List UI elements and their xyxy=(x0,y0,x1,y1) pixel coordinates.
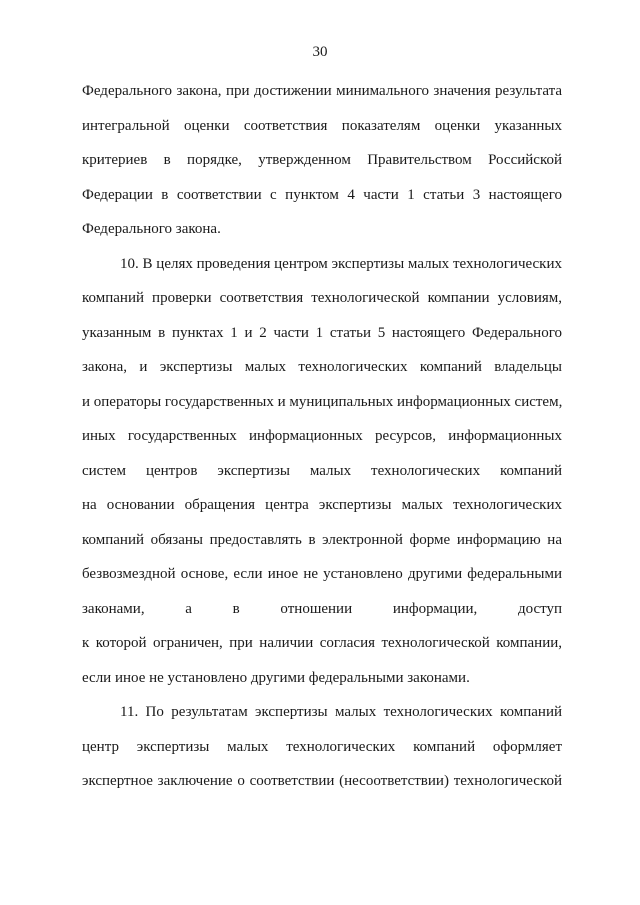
text-line: критериев в порядке, утвержденном Правительством Российской xyxy=(82,152,562,168)
text-line: закона, и экспертизы малых технологических компаний владельцы xyxy=(82,359,562,375)
text-line: Федерального закона, при достижении минимального значения результата xyxy=(82,83,562,99)
text-line: 11. По результатам экспертизы малых технологических компаний xyxy=(120,704,562,720)
text-line: 10. В целях проведения центром экспертизы малых технологических xyxy=(120,255,562,272)
text-line: систем центров экспертизы малых технологических компаний xyxy=(82,462,562,479)
text-line: Федерального закона. xyxy=(82,221,221,237)
text-line: иных государственных информационных ресурсов, информационных xyxy=(82,428,562,444)
text-line: экспертное заключение о соответствии (несоответствии) технологической xyxy=(82,773,562,789)
document-body xyxy=(82,74,562,799)
paragraph-10 xyxy=(82,247,562,696)
text-line: центр экспертизы малых технологических компаний оформляет xyxy=(82,738,562,755)
text-line: на основании обращения центра экспертизы малых технологических xyxy=(82,497,562,513)
text-line: к которой ограничен, при наличии согласия технологической компании, xyxy=(82,635,562,651)
text-line: безвозмездной основе, если иное не установлено другими федеральными xyxy=(82,566,562,582)
text-line: и операторы государственных и муниципальных информационных систем, xyxy=(82,393,563,410)
text-line: компаний проверки соответствия технологической компании условиям, xyxy=(82,290,562,306)
paragraph-11 xyxy=(82,695,562,799)
text-line: компаний обязаны предоставлять в электронной форме информацию на xyxy=(82,531,562,548)
page-number: 30 xyxy=(312,44,328,60)
text-line: если иное не установлено другими федеральными законами. xyxy=(82,669,470,686)
text-line: указанным в пунктах 1 и 2 части 1 статьи 5 настоящего Федерального xyxy=(82,324,562,341)
text-line: Федерации в соответствии с пунктом 4 части 1 статьи 3 настоящего xyxy=(82,186,562,203)
paragraph-1 xyxy=(82,74,562,247)
text-line: законами, а в отношении информации, доступ xyxy=(82,600,562,617)
text-line: интегральной оценки соответствия показателям оценки указанных xyxy=(82,117,562,134)
